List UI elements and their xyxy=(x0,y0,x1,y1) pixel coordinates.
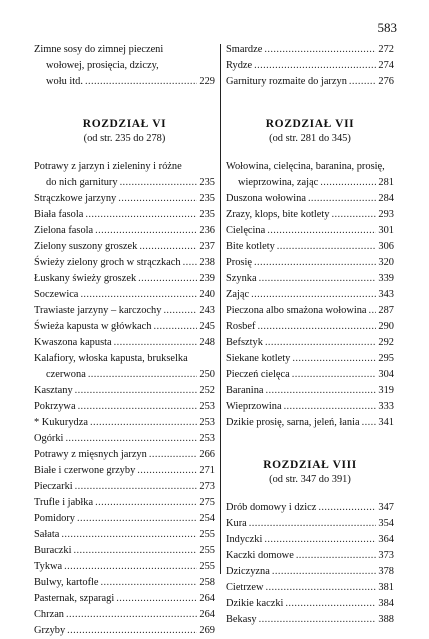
toc-entry xyxy=(226,223,394,239)
toc-entry-page: 276 xyxy=(378,76,394,87)
toc-entry-page: 258 xyxy=(199,577,215,588)
toc-entry-page: 320 xyxy=(378,257,394,268)
toc-entry-page: 281 xyxy=(378,177,394,188)
toc-entry xyxy=(34,367,215,383)
toc-entry xyxy=(226,191,394,207)
page-number: 583 xyxy=(377,20,397,35)
dot-leader xyxy=(61,527,197,543)
toc-entry-label: Kura xyxy=(226,518,247,529)
dot-leader xyxy=(254,255,376,271)
dot-leader xyxy=(75,383,198,399)
toc-entry-label: Smardze xyxy=(226,44,263,55)
dot-leader xyxy=(65,431,197,447)
toc-entry-page: 271 xyxy=(199,465,215,476)
toc-entry-page: 290 xyxy=(378,321,394,332)
dot-leader xyxy=(292,367,377,383)
toc-entry-page: 252 xyxy=(199,385,215,396)
toc-entry xyxy=(34,335,215,351)
dot-leader xyxy=(64,559,197,575)
toc-entry xyxy=(226,612,394,628)
toc-entry-label: Białe i czerwone grzyby xyxy=(34,465,136,476)
toc-entry-page: 306 xyxy=(378,241,394,252)
toc-entry xyxy=(34,527,215,543)
toc-entry-page: 255 xyxy=(199,545,215,556)
toc-entry-label: Grzyby xyxy=(34,625,66,636)
toc-entry xyxy=(226,532,394,548)
toc-entry-label: Rydze xyxy=(226,60,253,71)
toc-entry-page: 319 xyxy=(378,385,394,396)
toc-entry-label: Trawiaste jarzyny – karczochy xyxy=(34,305,162,316)
dot-leader xyxy=(90,415,197,431)
dot-leader xyxy=(249,516,377,532)
toc-entry-page: 292 xyxy=(378,337,394,348)
toc-entry-page: 254 xyxy=(199,513,215,524)
toc-entry xyxy=(226,207,394,223)
toc-entry-page: 341 xyxy=(378,417,394,428)
toc-entry-label: Zrazy, klops, bite kotlety xyxy=(226,209,330,220)
toc-entry xyxy=(226,367,394,383)
toc-entry xyxy=(226,500,394,516)
dot-leader xyxy=(267,223,376,239)
toc-entry xyxy=(226,74,394,90)
dot-leader xyxy=(77,511,197,527)
toc-entry xyxy=(226,271,394,287)
toc-entry-label: Drób domowy i dzicz xyxy=(226,502,317,513)
toc-entry-label: Pieczarki xyxy=(34,481,73,492)
toc-entry-page: 236 xyxy=(199,225,215,236)
toc-entry-page: 339 xyxy=(378,273,394,284)
dot-leader xyxy=(95,223,197,239)
left-column xyxy=(34,42,215,639)
toc-entry xyxy=(34,447,215,463)
dot-leader xyxy=(80,287,197,303)
toc-entry-page: 248 xyxy=(199,337,215,348)
toc-entry-label: Bite kotlety xyxy=(226,241,275,252)
toc-entry xyxy=(34,191,215,207)
toc-entry-label: Pieczeń cielęca xyxy=(226,369,290,380)
dot-leader xyxy=(259,612,377,628)
toc-entry-page: 255 xyxy=(199,561,215,572)
toc-entry-label: Zając xyxy=(226,289,250,300)
toc-entry-label: Zielona fasola xyxy=(34,225,94,236)
dot-leader xyxy=(85,207,197,223)
toc-entry-page: 384 xyxy=(378,598,394,609)
toc-entry-page: 237 xyxy=(199,241,215,252)
dot-leader xyxy=(149,447,198,463)
dot-leader xyxy=(277,239,377,255)
toc-entry-page: 381 xyxy=(378,582,394,593)
toc-entry-label: Befsztyk xyxy=(226,337,263,348)
toc-entry-label: Potrawy z mięsnych jarzyn xyxy=(34,449,147,460)
toc-entry-label: Dzikie kaczki xyxy=(226,598,284,609)
toc-entry-label: Bekasy xyxy=(226,614,257,625)
dot-leader xyxy=(67,623,197,639)
toc-entry-label: Trufle i jabłka xyxy=(34,497,94,508)
toc-entry-page: 266 xyxy=(199,449,215,460)
toc-entry-label: Bulwy, kartofle xyxy=(34,577,99,588)
toc-entry xyxy=(34,271,215,287)
dot-leader xyxy=(139,239,197,255)
dot-leader xyxy=(272,564,377,580)
toc-entry xyxy=(226,516,394,532)
toc-entry-page: 275 xyxy=(199,497,215,508)
toc-entry-label: Buraczki xyxy=(34,545,72,556)
toc-entry-label: Świeży zielony groch w strączkach xyxy=(34,257,181,268)
toc-list xyxy=(226,159,394,431)
toc-entry-label: Pomidory xyxy=(34,513,75,524)
toc-entry xyxy=(34,255,215,271)
toc-entry-label: czerwona xyxy=(46,369,86,380)
dot-leader xyxy=(118,191,197,207)
dot-leader xyxy=(266,580,377,596)
toc-entry-label: Wieprzowina xyxy=(226,401,282,412)
toc-entry-label: Kwaszona kapusta xyxy=(34,337,112,348)
dot-leader xyxy=(264,532,376,548)
toc-entry-label: Garnitury rozmaite do jarzyn xyxy=(226,76,347,87)
toc-entry xyxy=(226,564,394,580)
toc-entry xyxy=(226,42,394,58)
toc-entry-page: 304 xyxy=(378,369,394,380)
dot-leader xyxy=(349,74,377,90)
toc-entry xyxy=(34,559,215,575)
toc-entry-page: 354 xyxy=(378,518,394,529)
toc-entry xyxy=(226,175,394,191)
toc-entry-label: * Kukurydza xyxy=(34,417,88,428)
toc-entry-label: Cietrzew xyxy=(226,582,264,593)
toc-entry xyxy=(226,596,394,612)
dot-leader xyxy=(75,479,198,495)
toc-entry-label: Tykwa xyxy=(34,561,63,572)
dot-leader xyxy=(251,287,376,303)
toc-entry-page: 243 xyxy=(199,305,215,316)
dot-leader xyxy=(308,191,376,207)
dot-leader xyxy=(257,319,376,335)
dot-leader xyxy=(318,500,376,516)
dot-leader xyxy=(153,319,197,335)
toc-entry-label: Ogórki xyxy=(34,433,64,444)
right-column xyxy=(226,42,394,628)
toc-entry xyxy=(226,303,394,319)
chapter-title: ROZDZIAŁ VI xyxy=(82,118,167,130)
toc-entry xyxy=(34,543,215,559)
toc-entry-page: 239 xyxy=(199,273,215,284)
dot-leader xyxy=(85,74,197,90)
dot-leader xyxy=(183,255,198,271)
toc-entry-label: Dzikie prosię, sarna, jeleń, łania xyxy=(226,417,360,428)
toc-entry xyxy=(226,287,394,303)
toc-entry-page: 295 xyxy=(378,353,394,364)
toc-entry-label: Pieczona albo smażona wołowina xyxy=(226,305,367,316)
toc-entry-label: Chrzan xyxy=(34,609,65,620)
toc-entry-label: Dziczyzna xyxy=(226,566,270,577)
toc-entry-page: 364 xyxy=(378,534,394,545)
toc-entry-page: 333 xyxy=(378,401,394,412)
dot-leader xyxy=(259,271,377,287)
toc-entry xyxy=(34,495,215,511)
toc-entry-label: Duszona wołowina xyxy=(226,193,306,204)
toc-entry xyxy=(226,255,394,271)
toc-entry: Wołowina, cielęcina, baranina, prosię, xyxy=(226,161,385,172)
toc-entry-label: Rosbef xyxy=(226,321,256,332)
toc-entry xyxy=(34,287,215,303)
toc-entry-page: 253 xyxy=(199,433,215,444)
toc-entry-page: 274 xyxy=(378,60,394,71)
chapter-title: ROZDZIAŁ VII xyxy=(265,118,355,130)
toc-entry-label: Cielęcina xyxy=(226,225,266,236)
toc-entry-label: wołu itd. xyxy=(46,76,83,87)
toc-entry-page: 388 xyxy=(378,614,394,625)
toc-entry-page: 253 xyxy=(199,417,215,428)
dot-leader xyxy=(285,596,376,612)
toc-entry-page: 245 xyxy=(199,321,215,332)
column-divider xyxy=(220,44,221,574)
toc-entry xyxy=(34,303,215,319)
toc-list xyxy=(34,159,215,639)
toc-entry xyxy=(34,607,215,623)
toc-entry-page: 378 xyxy=(378,566,394,577)
dot-leader xyxy=(137,463,197,479)
toc-entry xyxy=(34,623,215,639)
toc-entry-page: 250 xyxy=(199,369,215,380)
toc-entry xyxy=(34,319,215,335)
toc-entry xyxy=(226,548,394,564)
toc-list xyxy=(226,42,394,90)
toc-entry xyxy=(226,335,394,351)
toc-entry-page: 284 xyxy=(378,193,394,204)
toc-entry xyxy=(226,580,394,596)
toc-entry-page: 273 xyxy=(199,481,215,492)
toc-entry-page: 373 xyxy=(378,550,394,561)
dot-leader xyxy=(362,415,377,431)
toc-entry xyxy=(34,383,215,399)
dot-leader xyxy=(101,575,198,591)
toc-entry-label: Prosię xyxy=(226,257,252,268)
toc-entry-page: 272 xyxy=(378,44,394,55)
toc-entry xyxy=(226,399,394,415)
toc-entry xyxy=(226,58,394,74)
toc-entry-page: 347 xyxy=(378,502,394,513)
toc-entry xyxy=(34,223,215,239)
toc-entry xyxy=(226,239,394,255)
toc-entry-page: 287 xyxy=(378,305,394,316)
toc-entry-page: 229 xyxy=(199,76,215,87)
chapter-range: (od str. 347 do 391) xyxy=(269,474,351,485)
dot-leader xyxy=(296,548,377,564)
toc-entry-label: Siekane kotlety xyxy=(226,353,291,364)
toc-list xyxy=(226,500,394,628)
toc-entry-label: Zielony suszony groszek xyxy=(34,241,138,252)
toc-entry xyxy=(226,415,394,431)
dot-leader xyxy=(292,351,376,367)
dot-leader xyxy=(163,303,197,319)
dot-leader xyxy=(74,543,198,559)
toc-entry-label: Baranina xyxy=(226,385,264,396)
dot-leader xyxy=(138,271,197,287)
toc-entry-label: wieprzowina, zając xyxy=(238,177,319,188)
toc-entry-page: 264 xyxy=(199,609,215,620)
toc-entry-label: Sałata xyxy=(34,529,60,540)
toc-entry xyxy=(34,175,215,191)
chapter-range: (od str. 235 do 278) xyxy=(83,133,166,144)
dot-leader xyxy=(78,399,198,415)
toc-entry-label: Indyczki xyxy=(226,534,263,545)
chapter-title: ROZDZIAŁ VIII xyxy=(263,459,357,471)
dot-leader xyxy=(254,58,376,74)
toc-entry-label: Świeża kapusta w główkach xyxy=(34,321,152,332)
toc-entry-label: Pokrzywa xyxy=(34,401,76,412)
toc-entry xyxy=(34,399,215,415)
toc-entry xyxy=(34,479,215,495)
toc-entry xyxy=(34,591,215,607)
toc-entry-page: 269 xyxy=(199,625,215,636)
dot-leader xyxy=(284,399,377,415)
toc-entry-page: 253 xyxy=(199,401,215,412)
toc-entry-label: Szynka xyxy=(226,273,257,284)
toc-entry-label: do nich garnitury xyxy=(46,177,118,188)
dot-leader xyxy=(332,207,377,223)
toc-entry xyxy=(226,319,394,335)
toc-entry-page: 235 xyxy=(199,193,215,204)
toc-entry-label: Soczewica xyxy=(34,289,79,300)
toc-entry-label: Strączkowe jarzyny xyxy=(34,193,117,204)
intro-line: Zimne sosy do zimnej pieczeni xyxy=(34,44,164,55)
dot-leader xyxy=(120,175,198,191)
toc-entry-page: 343 xyxy=(378,289,394,300)
toc-entry xyxy=(34,415,215,431)
dot-leader xyxy=(320,175,376,191)
toc-entry-label: Biała fasola xyxy=(34,209,84,220)
toc-entry xyxy=(34,511,215,527)
toc-entry-page: 235 xyxy=(199,177,215,188)
toc-entry-page: 293 xyxy=(378,209,394,220)
toc-entry-page: 301 xyxy=(378,225,394,236)
toc-entry-label: Kaczki domowe xyxy=(226,550,294,561)
dot-leader xyxy=(265,335,376,351)
intro-line: wołowej, prosięcia, dziczy, xyxy=(46,60,159,71)
toc-entry-label: Łuskany świeży groszek xyxy=(34,273,137,284)
toc-entry xyxy=(34,575,215,591)
toc-entry-page: 255 xyxy=(199,529,215,540)
toc-entry: Potrawy z jarzyn i zieleniny i różne xyxy=(34,161,182,172)
toc-entry-page: 235 xyxy=(199,209,215,220)
toc-entry xyxy=(34,207,215,223)
dot-leader xyxy=(66,607,197,623)
toc-entry xyxy=(34,239,215,255)
toc-entry-label: Kasztany xyxy=(34,385,73,396)
toc-entry xyxy=(34,463,215,479)
dot-leader xyxy=(95,495,197,511)
dot-leader xyxy=(116,591,197,607)
dot-leader xyxy=(266,383,377,399)
toc-entry xyxy=(34,74,215,90)
toc-entry-page: 240 xyxy=(199,289,215,300)
toc-entry xyxy=(226,351,394,367)
dot-leader xyxy=(88,367,198,383)
dot-leader xyxy=(114,335,198,351)
toc-entry-label: Pasternak, szparagi xyxy=(34,593,115,604)
dot-leader xyxy=(264,42,376,58)
toc-entry: Kalafiory, włoska kapusta, brukselka xyxy=(34,353,188,364)
toc-entry xyxy=(34,431,215,447)
toc-entry-page: 238 xyxy=(199,257,215,268)
dot-leader xyxy=(369,303,377,319)
toc-entry xyxy=(226,383,394,399)
toc-entry-page: 264 xyxy=(199,593,215,604)
chapter-range: (od str. 281 do 345) xyxy=(269,133,351,144)
